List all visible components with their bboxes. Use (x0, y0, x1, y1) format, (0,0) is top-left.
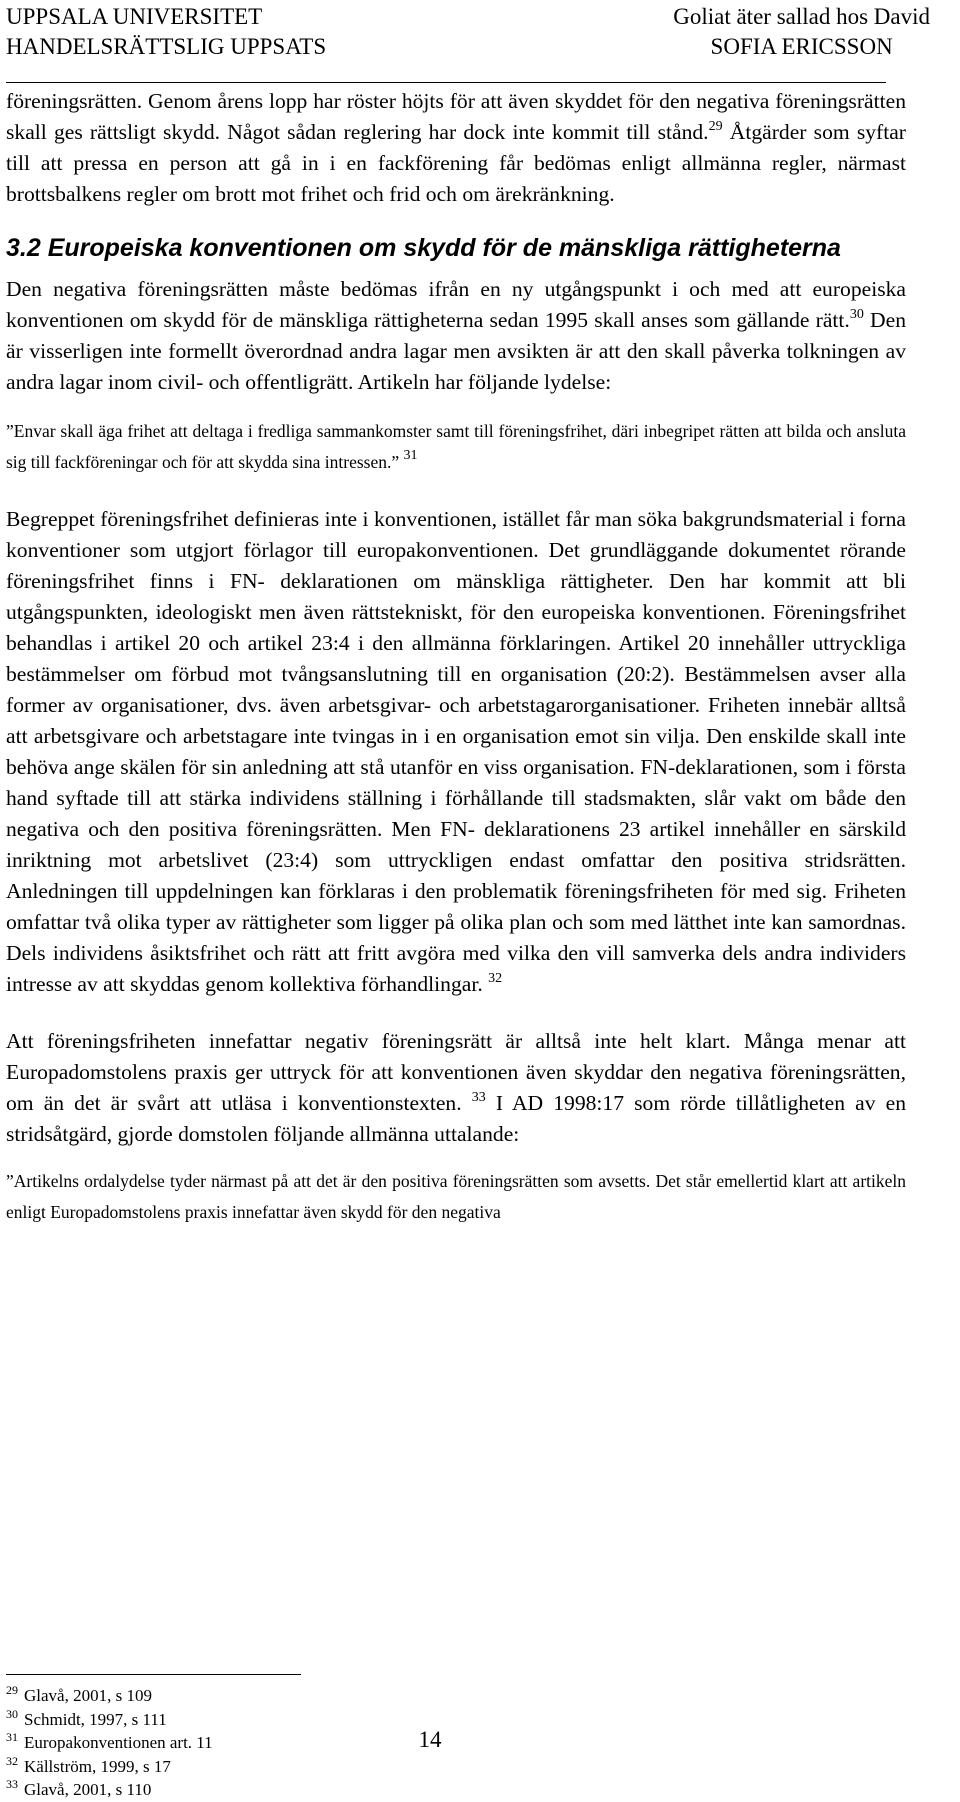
header-right (673, 2, 930, 62)
block-quote-1 (6, 416, 906, 478)
block-quote-2 (6, 1166, 906, 1228)
section-heading: 3.2 Europeiska konventionen om skydd för de mänskliga rättigheterna (6, 234, 841, 262)
document-body (6, 86, 906, 1254)
paragraph-4 (6, 1026, 906, 1150)
paragraph-text: Den är visserligen inte formellt överordnad andra lagar men avsikten är att den skall påverka tolkningen av andra lagar inom civil- och offentligrätt. Artikeln har följande lydelse: (6, 308, 906, 394)
footnote-text: Källström, 1999, s 17 (24, 1756, 171, 1776)
footnote-number: 29 (6, 1683, 18, 1697)
footnote-text: Schmidt, 1997, s 111 (24, 1709, 167, 1729)
paragraph-1 (6, 86, 906, 210)
paragraph-text: Den negativa föreningsrätten måste bedömas ifrån en ny utgångspunkt i och med att europeiska konventionen om skydd för de mänskliga rättigheterna sedan 1995 skall anses som gällande rätt. (6, 277, 906, 332)
author-name: SOFIA ERICSSON (710, 34, 893, 59)
thesis-title: Goliat äter sallad hos David (673, 4, 930, 29)
header-left (6, 2, 326, 62)
thesis-type: HANDELSRÄTTSLIG UPPSATS (6, 34, 327, 59)
quote-text: ”Artikelns ordalydelse tyder närmast på att det är den positiva föreningsrätten som avsetts. Det står emellertid klart att artikeln enligt Europadomstolens praxis innefattar även skydd för den negativa (6, 1171, 906, 1222)
page-number: 14 (418, 1727, 442, 1752)
paragraph-3 (6, 504, 906, 1000)
footnote-ref: 29 (708, 119, 723, 134)
footnote-ref: 31 (403, 448, 418, 463)
paragraph-text: Att föreningsfriheten innefattar negativ föreningsrätt är alltså inte helt klart. Många menar att Europadomstolens praxis ger uttryck för att konventionen även skyddar den negativa föreningsrätten, om än det är svårt att utläsa i konventionstexten. (6, 1029, 906, 1115)
footnote (6, 1684, 213, 1708)
footnote (6, 1755, 213, 1779)
footnote-number: 32 (6, 1753, 18, 1768)
footnote-divider (6, 1674, 301, 1675)
paragraph-text: föreningsrätten. Genom årens lopp har röster höjts för att även skyddet för den negativa föreningsrätten skall ges rättsligt skydd. Något sådan reglering har dock inte kommit till stånd. (6, 89, 906, 144)
footnote-number: 30 (6, 1706, 18, 1721)
footnote-text: Glavå, 2001, s 109 (24, 1686, 152, 1705)
footnote-text: Europakonventionen art. 11 (24, 1733, 213, 1752)
university-name: UPPSALA UNIVERSITET (6, 4, 263, 29)
footnote-ref: 33 (471, 1090, 486, 1105)
paragraph-text: Begreppet föreningsfrihet definieras inte i konventionen, istället får man söka bakgrundsmaterial i forna konventioner som utgjort förlagor till europakonventionen. Det grundläggande dokumentet rörande föreningsfrihet finns i FN- deklarationen om mänskliga rättigheter. Den har kommit att bli utgångspunkten, ideologiskt men även rättstekniskt, för den europeiska konventionen. Föreningsfrihet behandlas i artikel 20 och artikel 23:4 i den allmänna förklaringen. Artikel 20 innehåller uttryckliga bestämmelser om förbud mot tvångsanslutning till en organisation (20:2). Bestämmelsen avser alla former av organisationer, dvs. även arbetsgivar- och arbetstagarorganisationer. Friheten innebär alltså att arbetsgivare och arbetstagare inte tvingas in i en organisation emot sin vilja. Den enskilde skall inte behöva ange skälen för sin anledning att stå utanför en viss organisation. FN-deklarationen, som i första hand syftade till att stärka individens ställning i förhållande till stadsmakten, slår vakt om både den negativa och den positiva föreningsrätten. Men FN- deklarationens 23 artikel innehåller en särskild inriktning mot arbetslivet (23:4) som uttryckligen endast omfattar den positiva stridsrätten. Anledningen till uppdelningen kan förklaras i den problematik föreningsfriheten för med sig. Friheten omfattar två olika typer av rättigheter som ligger på olika plan och som med lätthet inte kan samordnas. Dels individens åsiktsfrihet och rätt att fritt avgöra med vilka den vill samverka dels andra individers intresse av att skyddas genom kollektiva förhandlingar. (6, 507, 906, 996)
footnote-ref: 32 (488, 971, 503, 986)
footnote-text: Glavå, 2001, s 110 (24, 1780, 152, 1799)
footnote (6, 1778, 213, 1802)
paragraph-text: Åtgärder som syftar till att pressa en person att gå in i en fackförening får bedömas enligt allmänna regler, närmast brottsbalkens regler om brott mot frihet och frid och om ärekränkning. (6, 120, 906, 206)
footnote-number: 31 (6, 1730, 18, 1744)
paragraph-text: I AD 1998:17 som rörde tillåtligheten av en stridsåtgärd, gjorde domstolen följande allmänna uttalande: (6, 1091, 906, 1146)
quote-text: ”Envar skall äga frihet att deltaga i fredliga sammankomster samt till föreningsfrihet, däri inbegripet rätten att bilda och ansluta sig till fackföreningar och för att skydda sina intressen.” (6, 421, 906, 472)
footnote-ref: 30 (849, 307, 864, 322)
footnote-number: 33 (6, 1777, 18, 1791)
paragraph-2 (6, 274, 906, 398)
header-divider (6, 82, 886, 83)
